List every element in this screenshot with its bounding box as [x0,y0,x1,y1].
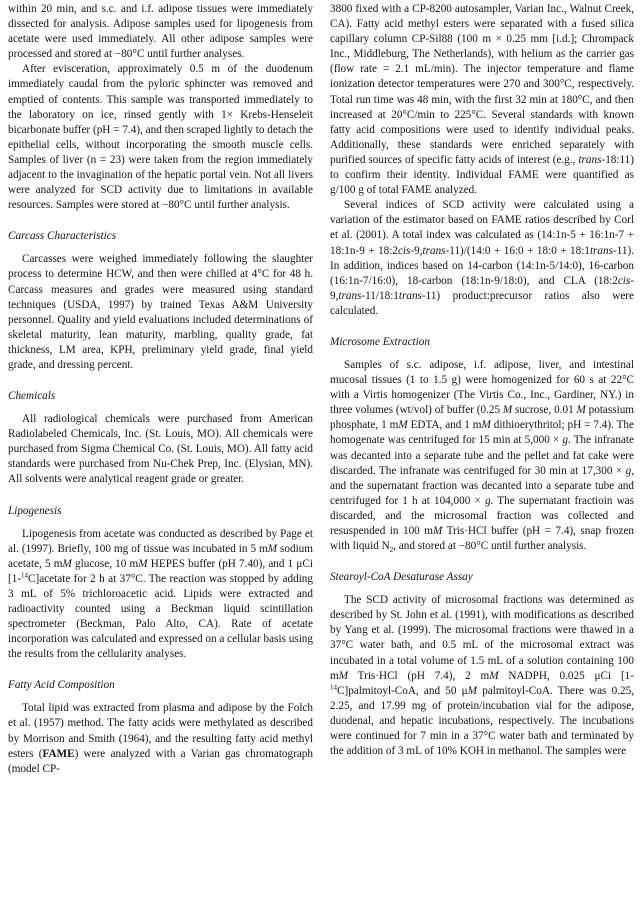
paragraph-fatty-acid: Total lipid was extracted from plasma and adipose by the Folch et al. (1957) method. The fatty acids were methylated as described by Morrison and Smith (1964), and the resulting fatty acid methyl esters (FAME) were analyzed with a Varian gas chromatograph (model CP- [8,702,313,775]
paragraph-adipose-dissection: within 20 min, and s.c. and i.f. adipose tissues were immediately dissected for analysis. Adipose samples used for lipogenesis from acetate were used immediately. All other adipose samples were processed and stored at −80°C until further analyses. [8,3,313,61]
paragraph-chemicals: All radiological chemicals were purchased from American Radiolabeled Chemicals, Inc. (St. Louis, MO). All chemicals were purchased from Sigma Chemical Co. (St. Louis, MO). All fatty acid standards were purchased from Nu-Chek Prep, Inc. (Elysian, MN). All solvents were analytical reagent grade or greater. [8,413,313,486]
left-column [8,2,313,777]
right-column [330,2,634,759]
paragraph-gas-chromatograph: 3800 fixed with a CP-8200 autosampler, Varian Inc., Walnut Creek, CA). Fatty acid methyl esters were separated with a fused silica capillary column CP-Sil88 (100 m × 0.25 mm [i.d.]; Chrompack Inc., Middleburg, The Netherlands), with helium as the carrier gas (flow rate = 2.1 mL/min). The injector temperature and flame ionization detector temperatures were 270 and 300°C, respectively. Total run time was 48 min, with the first 32 min at 180°C, and then increased at 20°C/min to 225°C. Several standards with known fatty acid compositions were used to identify individual peaks. Additionally, these standards were enriched separately with purified sources of specific fatty acids of interest (e.g., trans-18:11) to confirm their identity. Individual FAME were quantified as g/100 g of total FAME analyzed. [330,3,634,197]
paragraph-duodenum-liver: After evisceration, approximately 0.5 m of the duodenum immediately caudal from the pyloric sphincter was removed and emptied of contents. This sample was transported immediately to the laboratory on ice, rinsed gently with 1× Krebs-Henseleit bicarbonate buffer (pH = 7.4), and then scraped lightly to detach the epithelial cells, without incorporating the smooth muscle cells. Samples of liver (n = 23) were taken from the region immediately adjacent to the invagination of the hepatic portal vein. Not all livers were analyzed for SCD activity due to limitations in available resources. Samples were stored at −80°C until further analysis. [8,63,313,212]
paragraph-scd-assay: The SCD activity of microsomal fractions was determined as described by St. John et al. (1991), with modifications as described by Yang et al. (1999). The microsomal fractions were thawed in a 37°C water bath, and 0.5 mL of the microsomal extract was incubated in a total volume of 1.5 mL of a solution containing 100 mM Tris·HCl (pH 7.4), 2 mM NADPH, 0.025 μCi [1-$^{14}$C]palmitoyl-CoA, and 50 μM palmitoyl-CoA. There was 0.25, 2.25, and 17.99 mg of protein/incubation vial for the adipose, duodenal, and hepatic incubations, respectively. The incubations were continued for 7 min in a 37°C water bath and terminated by the addition of 3 mL of 10% KOH in methanol. The samples were [330,594,634,758]
heading-microsome-extraction: Microsome Extraction [330,335,430,348]
paragraph-scd-indices: Several indices of SCD activity were calculated using a variation of the estimator based on FAME ratios described by Corl et al. (2001). A total index was calculated as (14:1n-5 + 16:1n-7 + 18:1n-9 + 18:2cis-9,trans-11)/(14:0 + 16:0 + 18:0 + 18:1trans-11). In addition, indices based on 14-carbon (14:1n-5/14:0), 16-carbon (16:1n-7/16:0), 18-carbon (18:1n-9/18:0), and CLA (18:2cis-9,trans-11/18:1trans-11) product:precursor ratios also were calculated. [330,199,634,317]
heading-fatty-acid-composition: Fatty Acid Composition [8,679,115,692]
paragraph-lipogenesis: Lipogenesis from acetate was conducted as described by Page et al. (1997). Briefly, 100 mg of tissue was incubated in 5 mM sodium acetate, 5 mM glucose, 10 mM HEPES buffer (pH 7.40), and 1 μCi [1-$^{14}$C]acetate for 2 h at 37°C. The reaction was stopped by adding 3 mL of 5% trichloroacetic acid. Lipids were extracted and radioactivity counted using a Beckman liquid scintillation spectrometer (Beckman, Palo Alto, CA). Rate of acetate incorporation was calculated and expressed on a cellular basis using the results from the cellularity analyses. [8,527,314,661]
heading-chemicals: Chemicals [8,390,56,403]
heading-scd-assay: Stearoyl-CoA Desaturase Assay [330,571,473,584]
heading-carcass-characteristics: Carcass Characteristics [8,230,117,243]
paragraph-microsome: Samples of s.c. adipose, i.f. adipose, liver, and intestinal mucosal tissues (1 to 1.5 g) were homogenized for 60 s at 22°C with a Virtis homogenizer (The Virtis Co., Inc., Gardiner, NY.) in three volumes (wt/vol) of buffer (0.25 M sucrose, 0.01 M potassium phosphate, 1 mM EDTA, and 1 mM dithioerythritol; pH = 7.4). The homogenate was centrifuged for 15 min at 5,000 × g. The infranate was decanted into a separate tube and the pellet and fat cake were discarded. The infranate was centrifuged for 30 min at 17,300 × g, and the supernatant fraction was decanted into a separate tube and centrifuged for 1 h at 104,000 × g. The supernatant fractioin was discarded, and the microsomal fraction was collected and resuspended in 100 mM Tris·HCl buffer (pH = 7.4), snap frozen with liquid $N_2$, and stored at −80°C until further analysis. [330,358,635,555]
paragraph-carcass: Carcasses were weighed immediately following the slaughter process to determine HCW, and then were chilled at 4°C for 48 h. Carcass measures and grades were measured using standard techniques (USDA, 1997) by trained Texas A&M University personnel. Quality and yield evaluations included determinations of skeletal maturity, lean maturity, marbling, quality grade, fat thickness, LM area, KPH, preliminary yield grade, final yield grade, and dressing percent. [8,253,313,371]
heading-lipogenesis: Lipogenesis [8,504,62,517]
